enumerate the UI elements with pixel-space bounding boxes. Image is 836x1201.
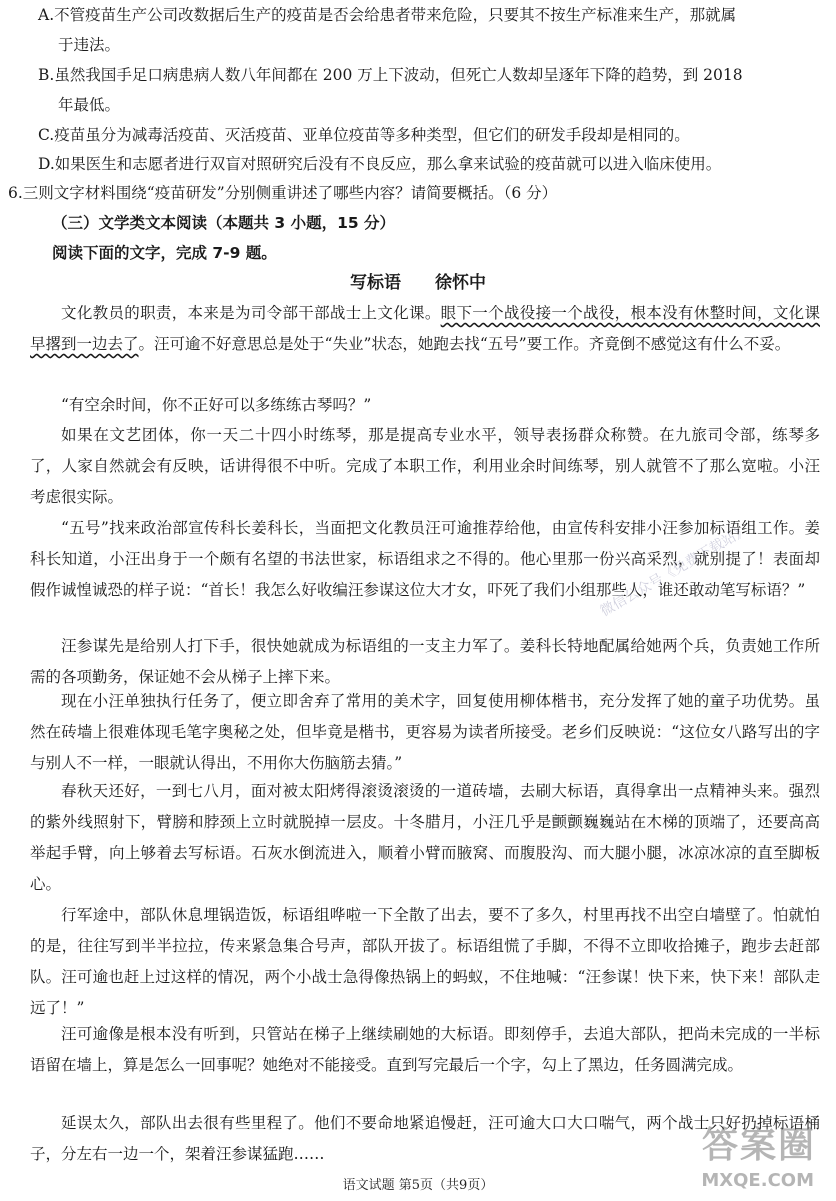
option-b-line2: 年最低。 — [58, 96, 121, 114]
paragraph-4: “五号”找来政治部宣传科长姜科长，当面把文化教员汪可逾推荐给他，由宣传科安排小汪参加标语组工作。姜科长知道，小汪出身于一个颇有名望的书法世家，标语组求之不得的。他心里那一份兴高采烈，就别提了！表面却假作诚惶诚恐的样子说：“首长！我怎么好收编汪参谋这位大才女，吓死了我们小组那些人，谁还敢动笔写标语？” — [30, 519, 820, 599]
story-title: 写标语 — [350, 273, 401, 293]
paragraph-2: “有空余时间，你不正好可以多练练古琴吗？” — [61, 396, 372, 414]
paragraph-5: 汪参谋先是给别人打下手，很快她就成为标语组的一支主力军了。姜科长特地配属给她两个兵，负责她工作所需的各项勤务，保证她不会从梯子上摔下来。 — [30, 637, 820, 686]
option-a-line2: 于违法。 — [58, 36, 121, 54]
story-author: 徐怀中 — [435, 273, 486, 293]
watermark-text: 微信公众号《免费下载站》 — [597, 521, 752, 620]
option-a-line1: A.不管疫苗生产公司改数据后生产的疫苗是否会给患者带来危险，只要其不按生产标准来生产，那就属 — [38, 6, 737, 24]
paragraph-7: 春秋天还好，一到七八月，面对被太阳烤得滚烫滚烫的一道砖墙，去刷大标语，真得拿出一点精神头来。强烈的紫外线照射下，臂膀和脖颈上立时就脱掉一层皮。十冬腊月，小汪几乎是颤颤巍巍站在木梯的顶端了，还要高高举起手臂，向上够着去写标语。石灰水倒流进入，顺着小臂而腋窝、而腹股沟、而大腿小腿，冰凉冰凉的直至脚板心。 — [30, 782, 820, 893]
reading-instruction: 阅读下面的文字，完成 7-9 题。 — [52, 244, 277, 262]
paragraph-1-before: 文化教员的职责，本来是为司令部干部战士上文化课。 — [61, 304, 441, 322]
paragraph-1-after: 。汪可逾不好意思总是处于“失业”状态，她跑去找“五号”要工作。齐竟倒不感觉这有什么不妥。 — [138, 335, 791, 353]
logo-domain: MXQE.COM — [701, 1170, 814, 1191]
paragraph-9: 汪可逾像是根本没有听到，只管站在梯子上继续刷她的大标语。即刻停手，去追大部队，把尚未完成的一半标语留在墙上，算是怎么一回事呢？她绝对不能接受。直到写完最后一个字，勾上了黑边，任务圆满完成。 — [30, 1025, 820, 1074]
page-footer: 语文试题 第5页（共9页） — [342, 1178, 494, 1193]
site-logo — [654, 1115, 824, 1195]
paragraph-3: 如果在文艺团体，你一天二十四小时练琴，那是提高专业水平，领导表扬群众称赞。在九旅司令部，练琴多了，人家自然就会有反映，话讲得很不中听。完成了本职工作，利用业余时间练琴，别人就管不了那么宽啦。小汪考虑很实际。 — [30, 426, 820, 506]
story-title-line — [0, 268, 836, 298]
paragraph-6: 现在小汪单独执行任务了，便立即舍弃了常用的美术字，回复使用柳体楷书，充分发挥了她的童子功优势。虽然在砖墙上很难体现毛笔字奥秘之处，但毕竟是楷书，更容易为读者所接受。老乡们反映说：“这位女八路写出的字与别人不一样，一眼就认得出，不用你大伤脑筋去猜。” — [30, 692, 820, 772]
underlined-sentence: 眼下一个战役接一个战役，根本没有休整时间，文化课早撂到一边去了 — [30, 304, 820, 353]
section-heading: （三）文学类文本阅读（本题共 3 小题，15 分） — [52, 214, 396, 232]
logo-title: 答案圈 — [701, 1125, 816, 1166]
question-6: 6.三则文字材料围绕“疫苗研发”分别侧重讲述了哪些内容？请简要概括。（6 分） — [8, 184, 558, 202]
option-d: D.如果医生和志愿者进行双盲对照研究后没有不良反应，那么拿来试验的疫苗就可以进入临床使用。 — [38, 155, 722, 173]
option-c: C.疫苗虽分为减毒活疫苗、灭活疫苗、亚单位疫苗等多种类型，但它们的研发手段却是相同的。 — [38, 126, 690, 144]
paragraph-1 — [30, 298, 820, 360]
option-b-line1: B.虽然我国手足口病患病人数八年间都在 200 万上下波动，但死亡人数却呈逐年下降的趋势，到 2018 — [38, 66, 743, 84]
paragraph-8: 行军途中，部队休息埋锅造饭，标语组哗啦一下全散了出去，要不了多久，村里再找不出空白墙壁了。怕就怕的是，往往写到半半拉拉，传来紧急集合号声，部队开拔了。标语组慌了手脚，不得不立即收拾摊子，跑步去赶部队。汪可逾也赶上过这样的情况，两个小战士急得像热锅上的蚂蚁，不住地喊：“汪参谋！快下来，快下来！部队走远了！” — [30, 906, 820, 1017]
paragraph-10: 延误太久，部队出去很有些里程了。他们不要命地紧追慢赶，汪可逾大口大口喘气，两个战士只好扔掉标语桶子，分左右一边一个，架着汪参谋猛跑…… — [30, 1114, 820, 1163]
